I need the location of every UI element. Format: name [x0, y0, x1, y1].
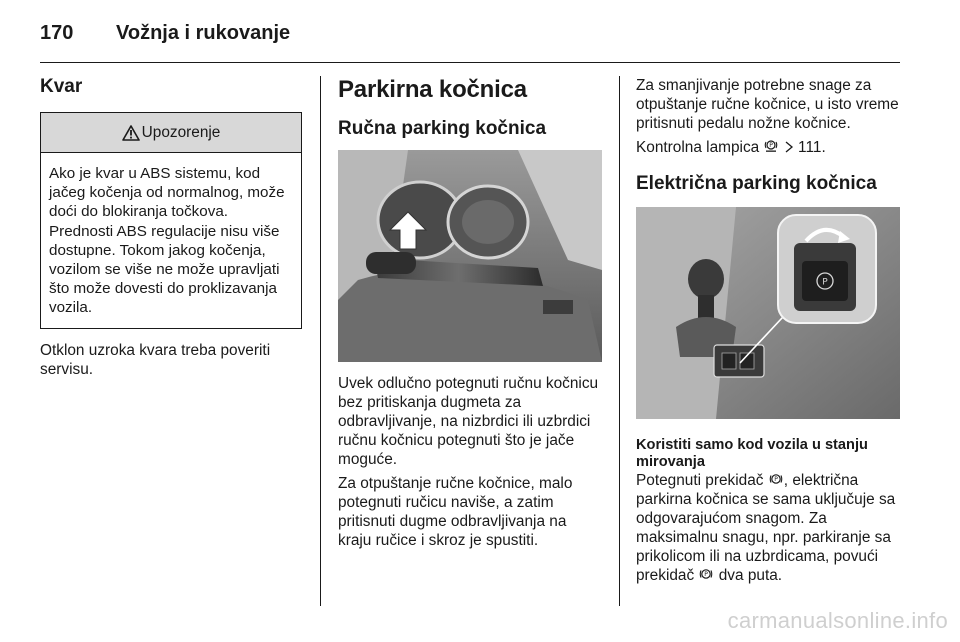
electric-brake-text-a: Potegnuti prekidač [636, 472, 764, 489]
brake-warning-lamp-icon [763, 139, 779, 153]
electric-brake-text-b: , električna parkirna kočnica se sama uključuje sa odgovarajućom snagom. Za maksimalnu snagu, npr. parkiranje sa prikolicom ili na uzbrdicama, povući prekidač [636, 472, 896, 584]
svg-text:P: P [822, 277, 828, 288]
subheading-hand-brake: Ručna parking kočnica [338, 118, 547, 139]
section-heading-malfunction: Kvar [40, 76, 83, 97]
column-malfunction [40, 76, 302, 379]
warning-title: Upozorenje [141, 123, 221, 141]
release-text: Za smanjivanje potrebne snage za otpuštanje ručne kočnice, u isto vreme pritisnuti pedalu nožne kočnice. [636, 77, 899, 132]
parking-brake-switch-icon [768, 472, 784, 486]
hand-brake-photo [338, 150, 602, 362]
warning-triangle-icon [122, 125, 140, 141]
warning-header [41, 113, 301, 153]
electric-brake-text-c: dva puta. [718, 567, 783, 584]
subheading-electric-brake: Električna parking kočnica [636, 173, 877, 194]
indicator-line [636, 138, 900, 157]
column-divider-1 [320, 76, 321, 606]
electric-brake-text [636, 471, 900, 585]
warning-body [41, 153, 301, 328]
hand-brake-text-2: Za otpuštanje ručne kočnice, malo potegnuti ručicu naviše, a zatim pritisnuti dugme odbravljivanja na kraju ručice i skroz je spustiti. [338, 475, 573, 549]
stationary-note: Koristiti samo kod vozila u stanju mirovanja [636, 437, 868, 470]
warning-box [40, 112, 302, 329]
svg-text:P: P [704, 571, 709, 579]
svg-text:P: P [773, 476, 778, 484]
watermark: carmanualsonline.info [727, 608, 948, 633]
parking-brake-switch-icon [698, 567, 714, 581]
hand-brake-text-1: Uvek odlučno potegnuti ručnu kočnicu bez pritiskanja dugmeta za odbravljivanje, na nizbrdici ili uzbrdici ručnu kočnicu potegnuti što je jače moguće. [338, 375, 599, 468]
column-parking-brake [338, 76, 602, 550]
warning-text: Ako je kvar u ABS sistemu, kod jačeg kočenja od normalnog, može doći do blokiranja točkova. Prednosti ABS regulacije nisu više dostupne. Tokom jakog kočenja, vozilom se više ne može upravljati što može dovesti do proklizavanja vozila. [49, 165, 285, 317]
page-reference-icon [784, 141, 794, 153]
indicator-text: Kontrolna lampica [636, 139, 760, 156]
indicator-page-ref: 111. [798, 139, 826, 156]
section-heading-parking-brake: Parkirna kočnica [338, 76, 527, 103]
malfunction-text: Otklon uzroka kvara treba poveriti servisu. [40, 341, 271, 378]
page-number: 170 [40, 22, 74, 44]
electric-brake-photo [636, 207, 900, 419]
column-divider-2 [619, 76, 620, 606]
header-rule [40, 62, 900, 63]
page-title: Vožnja i rukovanje [116, 22, 291, 44]
svg-text:P: P [769, 142, 774, 149]
column-electric-brake [636, 76, 900, 585]
